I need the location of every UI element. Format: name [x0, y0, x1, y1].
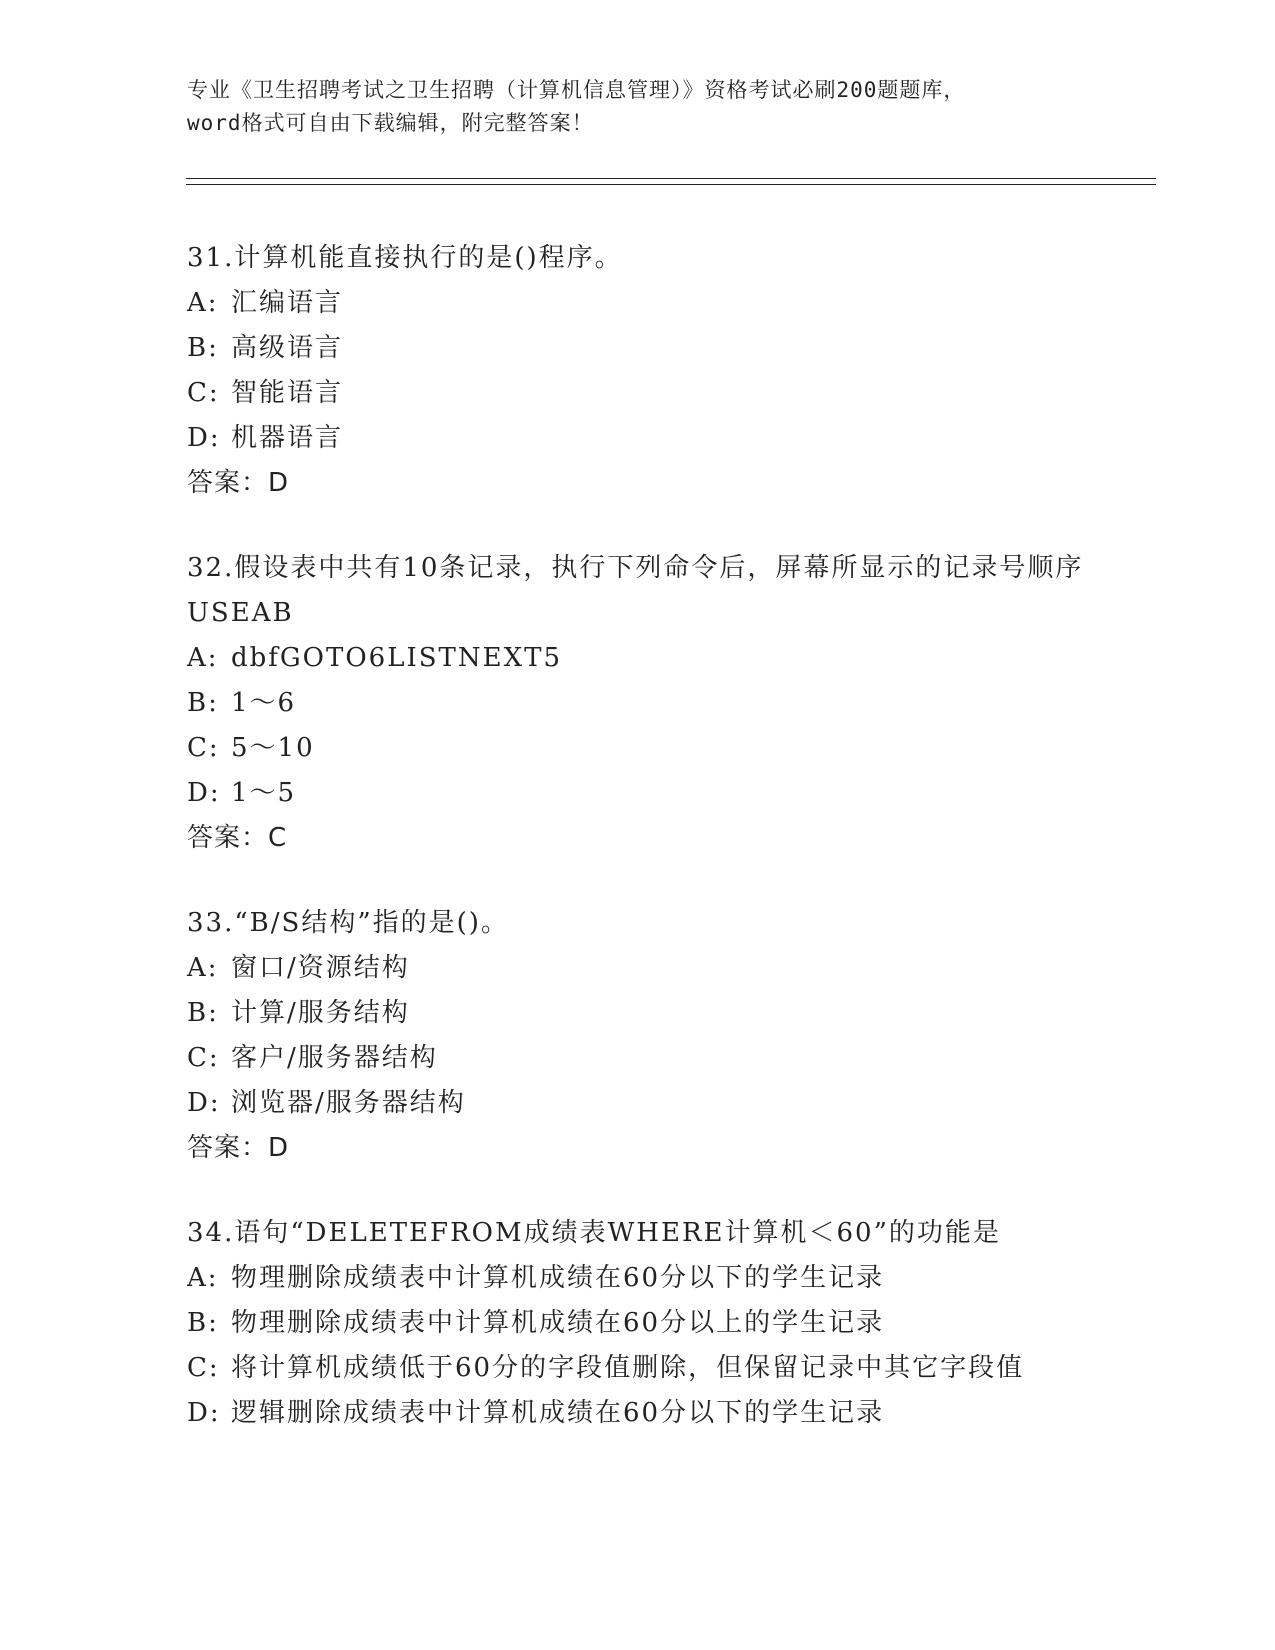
- question-stem: 32.假设表中共有10条记录，执行下列命令后，屏幕所显示的记录号顺序USEAB: [187, 553, 1084, 628]
- option-letter: B:: [187, 333, 219, 363]
- option-text: 窗口/资源结构: [231, 953, 410, 983]
- option-letter: D:: [187, 778, 221, 808]
- option-text: 计算/服务结构: [231, 998, 410, 1028]
- option-text: 机器语言: [231, 423, 344, 453]
- option-letter: B:: [187, 1308, 219, 1338]
- header-rule-top: [186, 178, 1156, 179]
- option-text: 高级语言: [231, 333, 344, 363]
- question-stem: 31.计算机能直接执行的是()程序。: [187, 243, 623, 273]
- option-d: [187, 1391, 1147, 1436]
- option-c: [187, 726, 1147, 771]
- question-31: [187, 236, 1147, 506]
- option-b: [187, 326, 1147, 371]
- header-rule-bottom: [186, 184, 1156, 185]
- option-b: [187, 681, 1147, 726]
- option-b: [187, 1301, 1147, 1346]
- option-text: 物理删除成绩表中计算机成绩在60分以下的学生记录: [231, 1263, 885, 1293]
- option-text: 1～6: [231, 688, 297, 718]
- option-letter: B:: [187, 998, 219, 1028]
- option-d: [187, 771, 1147, 816]
- option-b: [187, 991, 1147, 1036]
- option-text: 客户/服务器结构: [231, 1043, 438, 1073]
- question-34: [187, 1211, 1147, 1436]
- option-text: 将计算机成绩低于60分的字段值删除，但保留记录中其它字段值: [231, 1353, 1025, 1383]
- header-line-2: word格式可自由下载编辑，附完整答案！: [187, 111, 594, 135]
- option-letter: B:: [187, 688, 219, 718]
- option-letter: A:: [187, 1263, 219, 1293]
- option-letter: C:: [187, 1353, 220, 1383]
- option-letter: C:: [187, 733, 220, 763]
- option-letter: D:: [187, 1398, 221, 1428]
- option-letter: D:: [187, 423, 221, 453]
- question-32: [187, 546, 1147, 861]
- option-text: 5～10: [231, 733, 315, 763]
- question-list: [187, 236, 1147, 1476]
- question-stem: 34.语句“DELETEFROM成绩表WHERE计算机＜60”的功能是: [187, 1218, 1001, 1248]
- answer-line: 答案：D: [187, 468, 290, 498]
- option-c: [187, 1036, 1147, 1081]
- option-letter: A:: [187, 288, 219, 318]
- option-c: [187, 371, 1147, 416]
- option-a: [187, 281, 1147, 326]
- option-text: 浏览器/服务器结构: [231, 1088, 466, 1118]
- answer-line: 答案：D: [187, 1133, 290, 1163]
- question-stem: 33.“B/S结构”指的是()。: [187, 908, 509, 938]
- option-text: 汇编语言: [231, 288, 344, 318]
- option-a: [187, 946, 1147, 991]
- option-c: [187, 1346, 1147, 1391]
- option-letter: A:: [187, 643, 219, 673]
- document-header: [187, 74, 1087, 140]
- option-text: 逻辑删除成绩表中计算机成绩在60分以下的学生记录: [231, 1398, 885, 1428]
- option-text: 1～5: [231, 778, 297, 808]
- option-text: 物理删除成绩表中计算机成绩在60分以上的学生记录: [231, 1308, 885, 1338]
- option-d: [187, 416, 1147, 461]
- header-line-1: 专业《卫生招聘考试之卫生招聘（计算机信息管理）》资格考试必刷200题题库，: [187, 78, 966, 102]
- option-d: [187, 1081, 1147, 1126]
- question-33: [187, 901, 1147, 1171]
- answer-line: 答案：C: [187, 823, 288, 853]
- option-text: 智能语言: [231, 378, 344, 408]
- option-text: dbfGOTO6LISTNEXT5: [231, 643, 563, 673]
- option-letter: C:: [187, 1043, 220, 1073]
- option-letter: A:: [187, 953, 219, 983]
- option-a: [187, 636, 1147, 681]
- option-letter: C:: [187, 378, 220, 408]
- option-letter: D:: [187, 1088, 221, 1118]
- option-a: [187, 1256, 1147, 1301]
